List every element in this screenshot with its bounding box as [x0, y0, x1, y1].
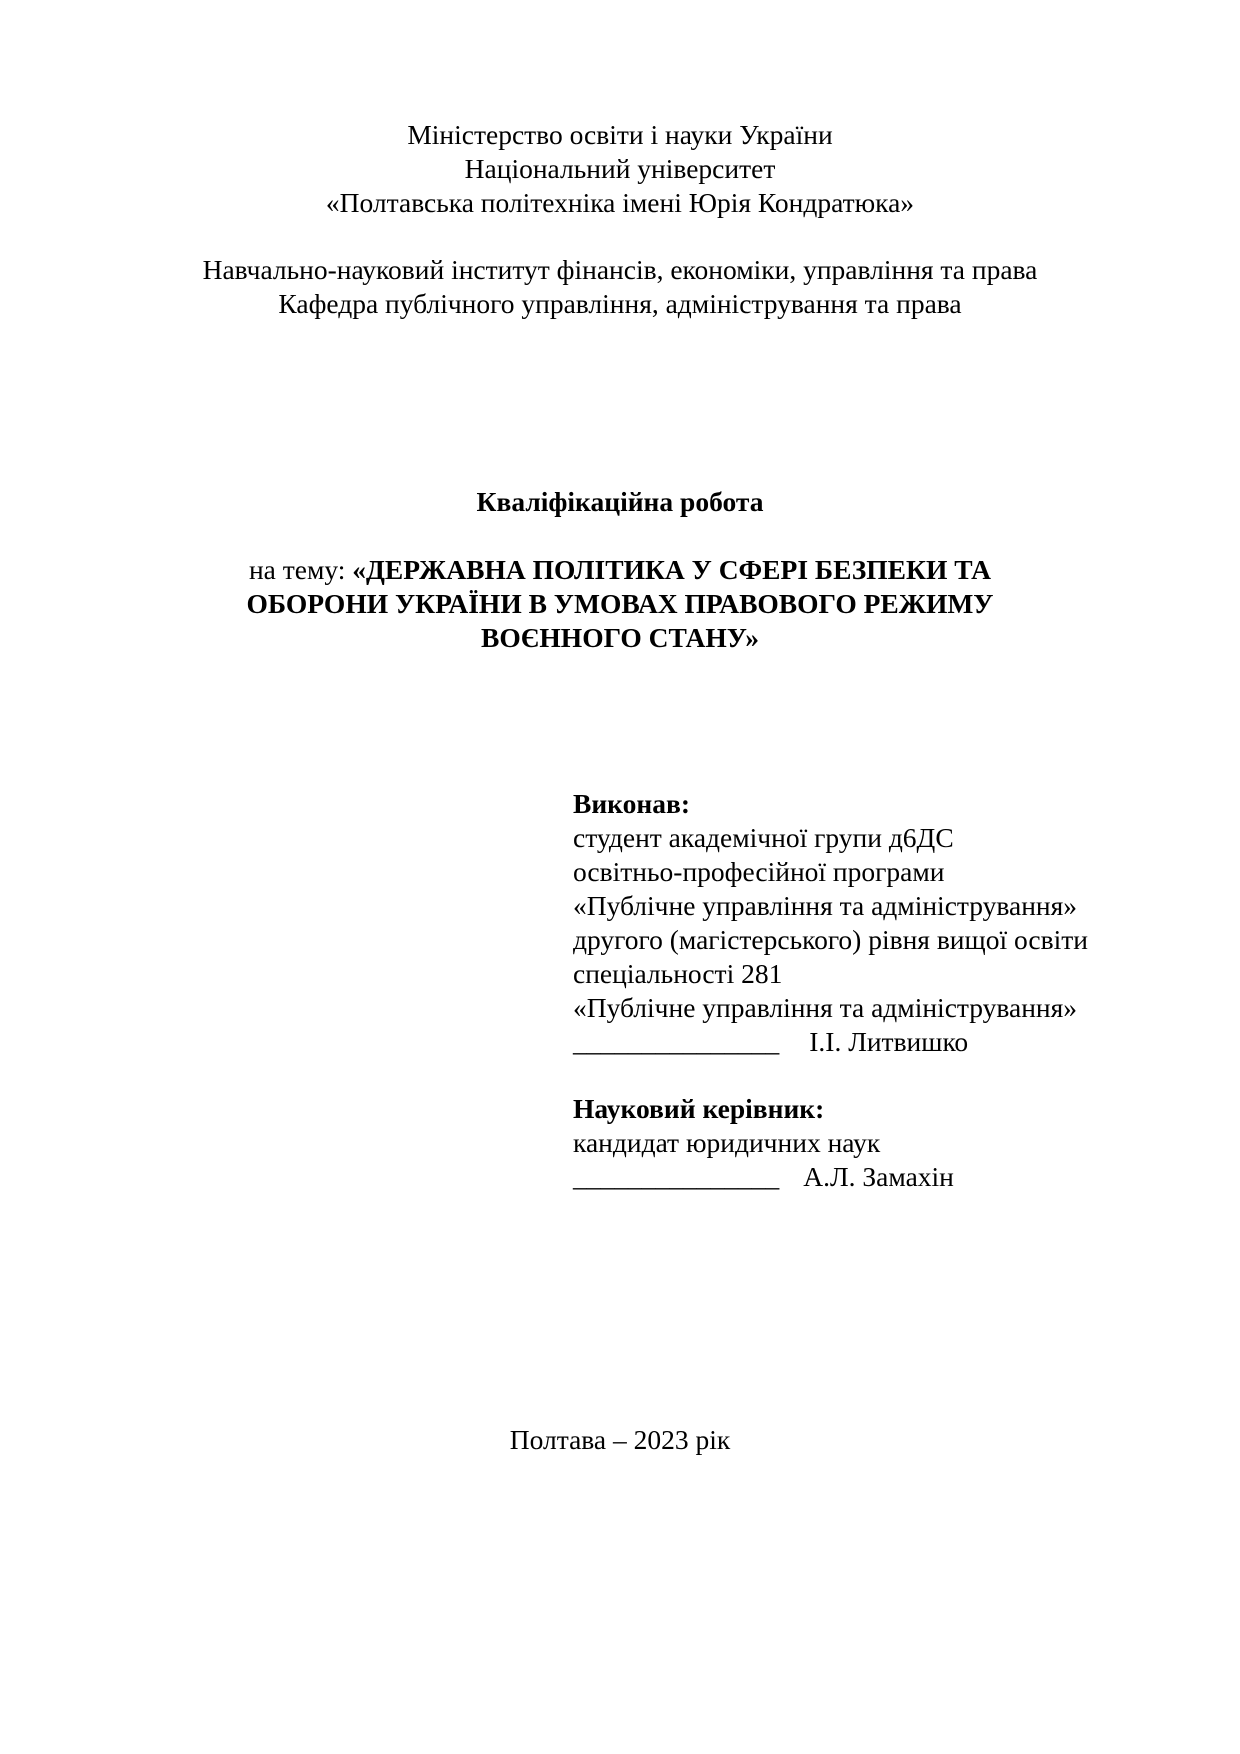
- topic-line-2: ОБОРОНИ УКРАЇНИ В УМОВАХ ПРАВОВОГО РЕЖИМУ: [246, 588, 994, 619]
- university-line-2: «Полтавська політехніка імені Юрія Кондратюка»: [325, 187, 915, 218]
- author-line-5: спеціальності 281: [573, 958, 783, 989]
- ministry-line: Міністерство освіти і науки України: [407, 119, 833, 150]
- topic-line-3: ВОЄННОГО СТАНУ»: [481, 622, 759, 653]
- author-signature-line: _______________: [573, 1026, 780, 1057]
- author-signature-row: [573, 1025, 968, 1059]
- author-heading: Виконав:: [573, 788, 691, 819]
- university-line-1: Національний університет: [464, 153, 776, 184]
- topic-text-1: «ДЕРЖАВНА ПОЛІТИКА У СФЕРІ БЕЗПЕКИ ТА: [352, 554, 992, 585]
- work-type: Кваліфікаційна робота: [476, 486, 764, 517]
- supervisor-heading: Науковий керівник:: [573, 1093, 825, 1124]
- institute-line: Навчально-науковий інститут фінансів, економіки, управління та права: [202, 254, 1038, 285]
- author-line-3: «Публічне управління та адміністрування»: [573, 890, 1078, 921]
- topic-line-1: [0, 553, 1240, 587]
- author-line-6: «Публічне управління та адміністрування»: [573, 992, 1078, 1023]
- supervisor-name: А.Л. Замахін: [803, 1161, 954, 1192]
- department-line: Кафедра публічного управління, адміністрування та права: [278, 288, 962, 319]
- author-line-1: студент академічної групи д6ДС: [573, 822, 954, 853]
- author-name: І.І. Литвишко: [809, 1026, 969, 1057]
- supervisor-signature-line: _______________: [573, 1161, 780, 1192]
- place-year: Полтава – 2023 рік: [509, 1424, 731, 1455]
- topic-prefix: на тему:: [248, 554, 353, 585]
- author-line-2: освітньо-професійної програми: [573, 856, 945, 887]
- author-line-4: другого (магістерського) рівня вищої освіти: [573, 924, 1088, 955]
- supervisor-degree: кандидат юридичних наук: [573, 1127, 881, 1158]
- supervisor-signature-row: [573, 1160, 954, 1194]
